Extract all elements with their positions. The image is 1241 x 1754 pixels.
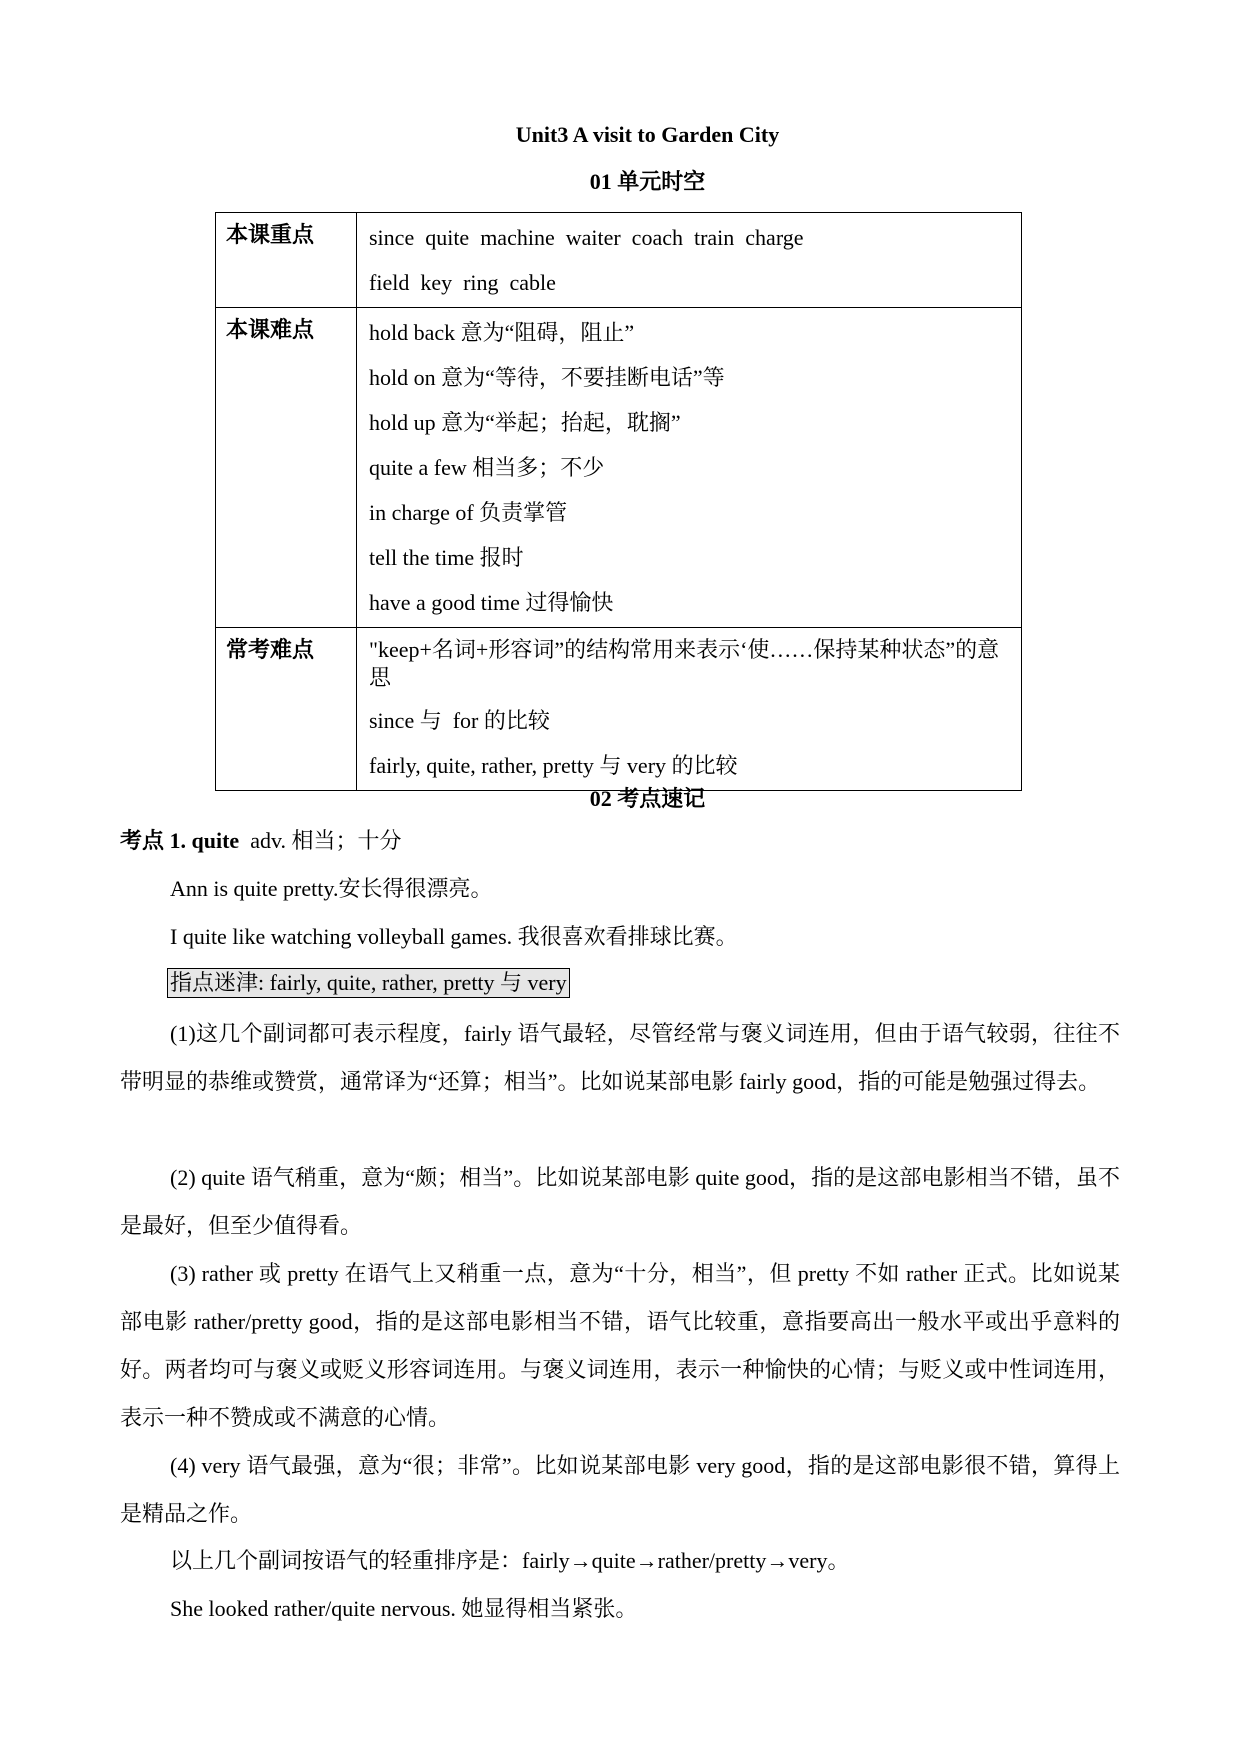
cell-line: field key ring cable bbox=[369, 270, 556, 295]
example-sentence: Ann is quite pretty.安长得很漂亮。 bbox=[170, 876, 493, 901]
row-label: 常考难点 bbox=[216, 628, 357, 791]
explanation-paragraph: (4) very 语气最强，意为“很；非常”。比如说某部电影 very good，指的是这部电影很不错，算得上是精品之作。 bbox=[120, 1453, 1120, 1526]
unit-overview-table bbox=[215, 212, 1022, 791]
cell-line: in charge of 负责掌管 bbox=[369, 500, 568, 525]
summary-line: 以上几个副词按语气的轻重排序是：fairly→quite→rather/pretty→very。 bbox=[170, 1548, 850, 1573]
explanation-paragraph: (2) quite 语气稍重，意为“颇；相当”。比如说某部电影 quite good，指的是这部电影相当不错，虽不是最好，但至少值得看。 bbox=[120, 1165, 1120, 1238]
section-heading-unit-overview: 01 单元时空 bbox=[589, 169, 706, 194]
cell-line: hold up 意为“举起；抬起，耽搁” bbox=[369, 410, 681, 435]
section-heading-key-points: 02 考点速记 bbox=[589, 786, 706, 811]
key-point-title bbox=[120, 826, 402, 856]
row-content bbox=[357, 213, 1022, 308]
row-content bbox=[357, 308, 1022, 628]
cell-line: since quite machine waiter coach train charge bbox=[369, 225, 804, 250]
table-row-exam-points bbox=[216, 628, 1022, 791]
example-sentence: I quite like watching volleyball games. 我很喜欢看排球比赛。 bbox=[170, 924, 738, 949]
row-content bbox=[357, 628, 1022, 791]
cell-line: hold on 意为“等待，不要挂断电话”等 bbox=[369, 365, 725, 390]
example-sentence: She looked rather/quite nervous. 她显得相当紧张。 bbox=[170, 1596, 638, 1621]
table-row-key-points bbox=[216, 213, 1022, 308]
explanation-paragraph: (3) rather 或 pretty 在语气上又稍重一点，意为“十分，相当”，但 pretty 不如 rather 正式。比如说某部电影 rather/pretty good，指的是这部电影相当不错，语气比较重，意指要高出一般水平或出乎意料的好。两者均可与褒义或贬义形容词连用。与褒义词连用，表示一种愉快的心情；与贬义或中性词连用，表示一种不赞成或不满意的心情。 bbox=[120, 1261, 1120, 1430]
cell-line: quite a few 相当多；不少 bbox=[369, 455, 605, 480]
cell-line: since 与 for 的比较 bbox=[369, 708, 550, 733]
cell-line: "keep+名词+形容词”的结构常用来表示‘使……保持某种状态”的意思 bbox=[369, 637, 1000, 690]
cell-line: have a good time 过得愉快 bbox=[369, 590, 614, 615]
cell-line: fairly, quite, rather, pretty 与 very 的比较 bbox=[369, 753, 738, 778]
document-title: Unit3 A visit to Garden City bbox=[515, 122, 780, 147]
row-label: 本课难点 bbox=[216, 308, 357, 628]
key-point-definition: adv. 相当；十分 bbox=[239, 828, 402, 853]
cell-line: tell the time 报时 bbox=[369, 545, 524, 570]
cell-line: hold back 意为“阻碍，阻止” bbox=[369, 320, 635, 345]
key-point-label: 考点 1. quite bbox=[120, 828, 240, 853]
table-row-difficult-points bbox=[216, 308, 1022, 628]
tip-box: 指点迷津: fairly, quite, rather, pretty 与 very bbox=[167, 968, 570, 998]
row-label: 本课重点 bbox=[216, 213, 357, 308]
explanation-paragraph: (1)这几个副词都可表示程度，fairly 语气最轻，尽管经常与褒义词连用，但由于语气较弱，往往不带明显的恭维或赞赏，通常译为“还算；相当”。比如说某部电影 fairly good，指的可能是勉强过得去。 bbox=[120, 1021, 1120, 1094]
